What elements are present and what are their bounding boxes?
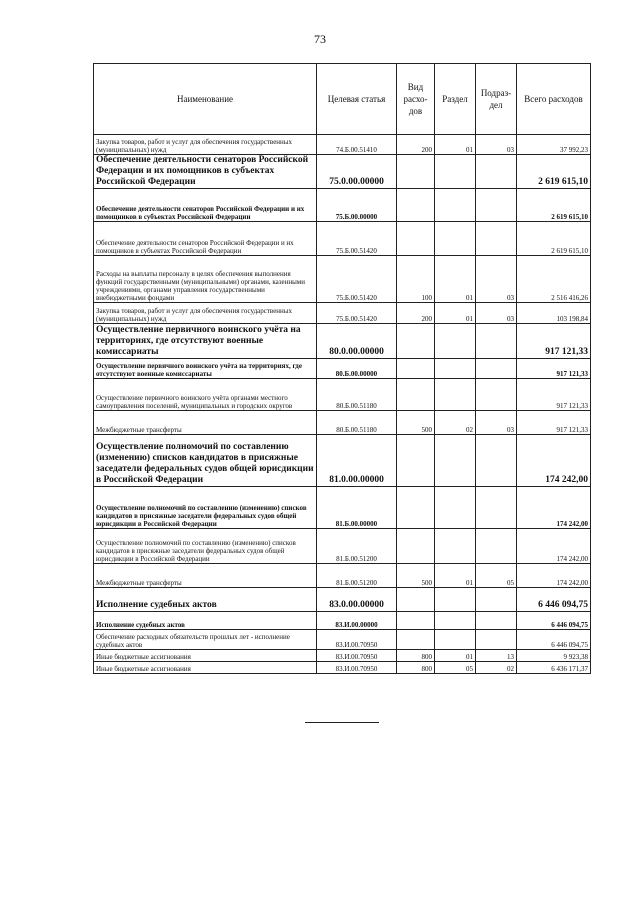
cell-target-article: 81.Б.00.51200 — [317, 529, 397, 564]
cell-total: 917 121,33 — [517, 359, 591, 379]
cell-expense-type: 800 — [397, 650, 435, 662]
cell-name: Осуществление первичного воинского учёта на территориях, где отсутствуют военные комиссариаты — [94, 324, 317, 359]
cell-expense-type — [397, 189, 435, 222]
cell-target-article: 81.0.00.00000 — [317, 435, 397, 487]
page-number: 73 — [314, 32, 326, 46]
cell-name: Обеспечение деятельности сенаторов Российской Федерации и их помощников в субъектах Российской Федерации — [94, 155, 317, 189]
cell-subsection: 03 — [476, 303, 517, 324]
table-row — [94, 155, 591, 189]
cell-total: 917 121,33 — [517, 379, 591, 411]
cell-expense-type — [397, 612, 435, 630]
cell-total: 6 436 171,37 — [517, 662, 591, 674]
table-row — [94, 135, 591, 155]
table-row — [94, 662, 591, 674]
cell-target-article: 83.И.00.70950 — [317, 662, 397, 674]
cell-section — [435, 155, 476, 189]
cell-name: Обеспечение расходных обязательств прошлых лет - исполнение судебных актов — [94, 630, 317, 650]
cell-section — [435, 359, 476, 379]
cell-target-article: 75.Б.00.00000 — [317, 189, 397, 222]
cell-subsection — [476, 612, 517, 630]
header-expense-type: Вид расхо- дов — [397, 64, 435, 135]
cell-expense-type — [397, 222, 435, 256]
header-subsection: Подраз- дел — [476, 64, 517, 135]
cell-name: Обеспечение деятельности сенаторов Российской Федерации и их помощников в субъектах Российской Федерации — [94, 189, 317, 222]
cell-section — [435, 189, 476, 222]
table-row — [94, 435, 591, 487]
cell-section — [435, 487, 476, 529]
cell-total: 174 242,00 — [517, 529, 591, 564]
cell-name: Осуществление первичного воинского учёта на территориях, где отсутствуют военные комиссариаты — [94, 359, 317, 379]
table-row — [94, 379, 591, 411]
table-row — [94, 529, 591, 564]
cell-target-article: 80.0.00.00000 — [317, 324, 397, 359]
cell-subsection — [476, 435, 517, 487]
cell-section: 01 — [435, 650, 476, 662]
cell-subsection — [476, 487, 517, 529]
cell-expense-type — [397, 529, 435, 564]
cell-section — [435, 630, 476, 650]
cell-total: 917 121,33 — [517, 411, 591, 435]
cell-section — [435, 588, 476, 612]
cell-total: 174 242,00 — [517, 487, 591, 529]
cell-name: Обеспечение деятельности сенаторов Российской Федерации и их помощников в субъектах Российской Федерации — [94, 222, 317, 256]
table-body — [94, 135, 591, 674]
cell-expense-type — [397, 379, 435, 411]
cell-section — [435, 222, 476, 256]
cell-target-article: 75.Б.00.51420 — [317, 222, 397, 256]
cell-section — [435, 529, 476, 564]
header-target-article: Целевая статья — [317, 64, 397, 135]
cell-section: 01 — [435, 564, 476, 588]
cell-total: 2 619 615,10 — [517, 222, 591, 256]
header-total: Всего расходов — [517, 64, 591, 135]
cell-expense-type: 500 — [397, 411, 435, 435]
cell-total: 2 516 416,26 — [517, 256, 591, 303]
cell-target-article: 80.Б.00.51180 — [317, 379, 397, 411]
cell-subsection — [476, 529, 517, 564]
table-row — [94, 588, 591, 612]
cell-expense-type — [397, 155, 435, 189]
cell-total: 2 619 615,10 — [517, 155, 591, 189]
cell-subsection: 13 — [476, 650, 517, 662]
cell-name: Расходы на выплаты персоналу в целях обеспечения выполнения функций государственными (муниципальными) органами, казенными учреждениями, органами управления государственными внебюджетными фондами — [94, 256, 317, 303]
cell-subsection: 05 — [476, 564, 517, 588]
cell-target-article: 80.Б.00.51180 — [317, 411, 397, 435]
cell-expense-type — [397, 487, 435, 529]
table-row — [94, 411, 591, 435]
cell-expense-type: 200 — [397, 135, 435, 155]
cell-subsection — [476, 630, 517, 650]
cell-total: 9 923,38 — [517, 650, 591, 662]
cell-expense-type — [397, 324, 435, 359]
cell-total: 103 198,84 — [517, 303, 591, 324]
cell-expense-type: 100 — [397, 256, 435, 303]
cell-subsection — [476, 588, 517, 612]
cell-section — [435, 435, 476, 487]
budget-expenditure-table — [93, 63, 591, 674]
table-row — [94, 303, 591, 324]
cell-subsection: 03 — [476, 411, 517, 435]
cell-total: 917 121,33 — [517, 324, 591, 359]
cell-name: Осуществление полномочий по составлению (изменению) списков кандидатов в присяжные заседатели федеральных судов общей юрисдикции в Российской Федерации — [94, 487, 317, 529]
cell-target-article: 74.Б.00.51410 — [317, 135, 397, 155]
cell-name: Осуществление полномочий по составлению (изменению) списков кандидатов в присяжные заседатели федеральных судов общей юрисдикции в Российской Федерации — [94, 435, 317, 487]
cell-expense-type: 800 — [397, 662, 435, 674]
cell-section: 01 — [435, 135, 476, 155]
table-row — [94, 359, 591, 379]
cell-name: Иные бюджетные ассигнования — [94, 650, 317, 662]
cell-subsection — [476, 155, 517, 189]
cell-section — [435, 612, 476, 630]
table-header-row — [94, 64, 591, 135]
cell-target-article: 83.И.00.70950 — [317, 650, 397, 662]
cell-total: 6 446 094,75 — [517, 630, 591, 650]
cell-section: 05 — [435, 662, 476, 674]
cell-total: 6 446 094,75 — [517, 612, 591, 630]
cell-section: 01 — [435, 256, 476, 303]
cell-expense-type — [397, 630, 435, 650]
cell-name: Осуществление полномочий по составлению (изменению) списков кандидатов в присяжные заседатели федеральных судов общей юрисдикции в Российской Федерации — [94, 529, 317, 564]
table-row — [94, 222, 591, 256]
cell-subsection: 03 — [476, 135, 517, 155]
cell-expense-type — [397, 435, 435, 487]
cell-target-article: 81.Б.00.51200 — [317, 564, 397, 588]
cell-total: 37 992,23 — [517, 135, 591, 155]
cell-total: 6 446 094,75 — [517, 588, 591, 612]
cell-subsection: 03 — [476, 256, 517, 303]
cell-subsection — [476, 222, 517, 256]
cell-subsection — [476, 379, 517, 411]
cell-name: Иные бюджетные ассигнования — [94, 662, 317, 674]
cell-section: 01 — [435, 303, 476, 324]
cell-section — [435, 324, 476, 359]
footer-divider — [305, 722, 379, 723]
cell-total: 174 242,00 — [517, 435, 591, 487]
cell-target-article: 75.Б.00.51420 — [317, 303, 397, 324]
table-row — [94, 612, 591, 630]
cell-expense-type: 500 — [397, 564, 435, 588]
table-row — [94, 630, 591, 650]
cell-name: Межбюджетные трансферты — [94, 411, 317, 435]
cell-total: 2 619 615,10 — [517, 189, 591, 222]
cell-section — [435, 379, 476, 411]
cell-target-article: 75.Б.00.51420 — [317, 256, 397, 303]
cell-subsection — [476, 359, 517, 379]
cell-expense-type — [397, 588, 435, 612]
cell-expense-type — [397, 359, 435, 379]
table-row — [94, 650, 591, 662]
table-row — [94, 256, 591, 303]
cell-target-article: 83.И.00.70950 — [317, 630, 397, 650]
cell-subsection — [476, 189, 517, 222]
cell-subsection — [476, 324, 517, 359]
table-row — [94, 564, 591, 588]
table-row — [94, 487, 591, 529]
cell-total: 174 242,00 — [517, 564, 591, 588]
table-row — [94, 324, 591, 359]
cell-target-article: 81.Б.00.00000 — [317, 487, 397, 529]
cell-name: Исполнение судебных актов — [94, 612, 317, 630]
table-row — [94, 189, 591, 222]
cell-name: Осуществление первичного воинского учёта органами местного самоуправления поселений, муниципальных и городских округов — [94, 379, 317, 411]
cell-target-article: 75.0.00.00000 — [317, 155, 397, 189]
cell-target-article: 83.И.00.00000 — [317, 612, 397, 630]
cell-subsection: 02 — [476, 662, 517, 674]
cell-name: Межбюджетные трансферты — [94, 564, 317, 588]
cell-name: Закупка товаров, работ и услуг для обеспечения государственных (муниципальных) нужд — [94, 135, 317, 155]
cell-name: Закупка товаров, работ и услуг для обеспечения государственных (муниципальных) нужд — [94, 303, 317, 324]
cell-expense-type: 200 — [397, 303, 435, 324]
cell-section: 02 — [435, 411, 476, 435]
header-name: Наименование — [94, 64, 317, 135]
header-section: Раздел — [435, 64, 476, 135]
cell-target-article: 83.0.00.00000 — [317, 588, 397, 612]
cell-name: Исполнение судебных актов — [94, 588, 317, 612]
cell-target-article: 80.Б.00.00000 — [317, 359, 397, 379]
